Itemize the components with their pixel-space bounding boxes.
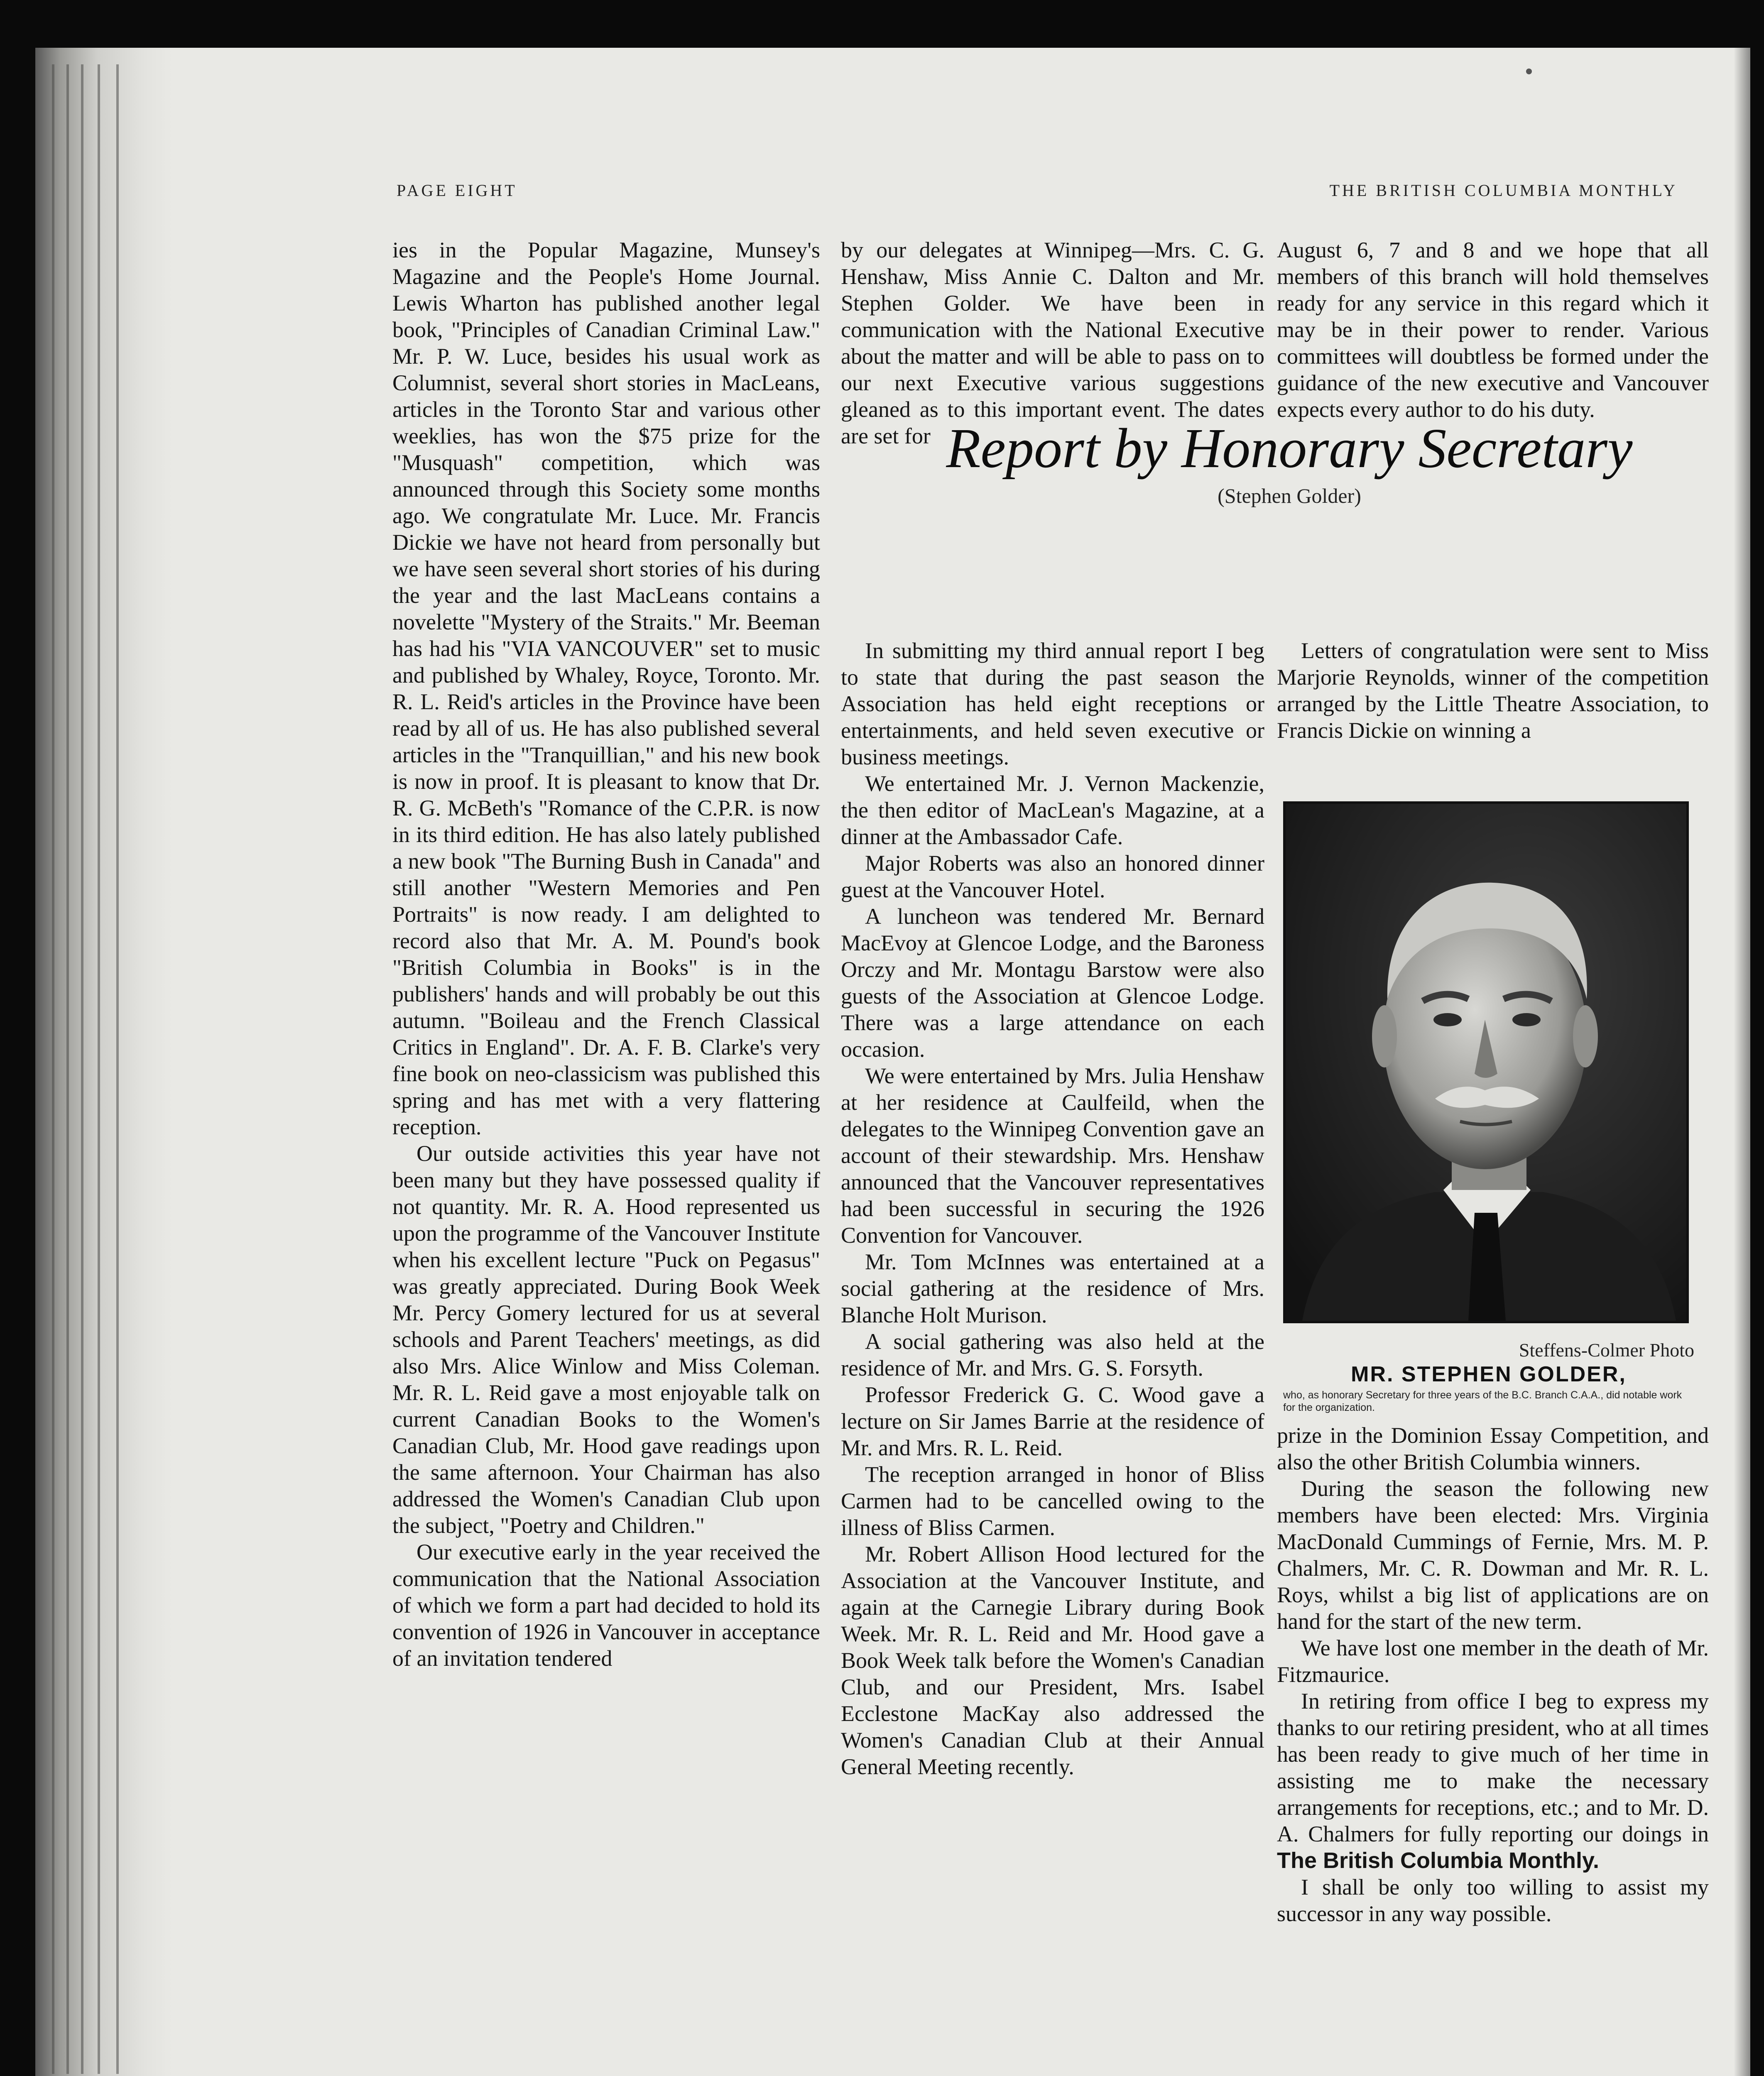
corner-mark xyxy=(1526,69,1532,74)
paragraph: prize in the Dominion Essay Competition, and also the other British Columbia winners. xyxy=(1277,1423,1709,1474)
paragraph xyxy=(1277,1688,1709,1874)
book-gutter xyxy=(35,48,172,2076)
paragraph: Letters of congratulation were sent to Miss Marjorie Reynolds, winner of the competition arranged by the Little Theatre Association, to Francis Dickie on winning a xyxy=(1277,638,1709,743)
paragraph: Our outside activities this year have not been many but they have possessed quality if not quantity. Mr. R. A. Hood represented us upon the programme of the Vancouver Institute when his excellent lecture "Puck on Pegasus" was greatly appreciated. During Book Week Mr. Percy Gomery lectured for us at several schools and Parent Teachers' meetings, as did also Mrs. Alice Winlow and Miss Coleman. Mr. R. L. Reid gave a most enjoyable talk on current Canadian Books to the Women's Canadian Club, Mr. Hood gave readings upon the same afternoon. Your Chairman has also addressed the Women's Canadian Club upon the subject, "Poetry and Children." xyxy=(392,1141,820,1538)
article-title: Report by Honorary Secretary xyxy=(946,417,1633,480)
paragraph: Mr. Robert Allison Hood lectured for the Association at the Vancouver Institute, and again at the Carnegie Library during Book Week. Mr. R. L. Reid and Mr. Hood gave a Book Week talk before the Women's Canadian Club, and our President, Mrs. Isabel Ecclestone MacKay also addressed the Women's Canadian Club at their Annual General Meeting recently. xyxy=(841,1542,1264,1779)
column-3-body xyxy=(1277,1422,1709,1927)
page-edge xyxy=(98,64,100,2074)
paragraph: Professor Frederick G. C. Wood gave a lecture on Sir James Barrie at the residence of Mr. and Mrs. R. L. Reid. xyxy=(841,1382,1264,1460)
paragraph: During the season the following new members have been elected: Mrs. Virginia MacDonald Cummings of Fernie, Mrs. M. P. Chalmers, Mr. C. R. Dowman and Mr. R. L. Roys, whilst a big list of applications are on hand for the start of the new term. xyxy=(1277,1476,1709,1634)
page-edge xyxy=(52,64,54,2074)
book-page xyxy=(35,48,1750,2076)
photo-credit: Steffens-Colmer Photo xyxy=(1519,1339,1694,1361)
paragraph: Our executive early in the year received the communication that the National Association of which we form a part had decided to hold its convention of 1926 in Vancouver in acceptance of an invitation tendered xyxy=(392,1540,820,1671)
photo-caption-text: who, as honorary Secretary for three years of the B.C. Branch C.A.A., did notable work for the organization. xyxy=(1283,1389,1682,1413)
paragraph: We were entertained by Mrs. Julia Henshaw at her residence at Caulfeild, when the delegates to the Winnipeg Convention gave an account of their stewardship. Mrs. Henshaw announced that the Vancouver representatives had been successful in securing the 1926 Convention for Vancouver. xyxy=(841,1063,1264,1248)
magazine-name: The British Columbia Monthly. xyxy=(1277,1848,1599,1873)
column-3-top xyxy=(1277,237,1709,423)
paragraph: August 6, 7 and 8 and we hope that all members of this branch will hold themselves ready for any service in this regard which it may be in their power to render. Various committees will doubtless be formed under the guidance of the new executive and Vancouver expects every author to do his duty. xyxy=(1277,237,1709,422)
paragraph: Mr. Tom McInnes was entertained at a social gathering at the residence of Mrs. Blanche Holt Murison. xyxy=(841,1249,1264,1327)
magazine-page xyxy=(357,118,1709,2076)
photo-caption-name: MR. STEPHEN GOLDER, xyxy=(1351,1362,1627,1386)
paragraph: In submitting my third annual report I beg to state that during the past season the Association has held eight receptions or entertainments, and held seven executive or business meetings. xyxy=(841,638,1264,769)
paragraph: A luncheon was tendered Mr. Bernard MacEvoy at Glencoe Lodge, and the Baroness Orczy and Mr. Montagu Barstow were also guests of the Association at Glencoe Lodge. There was a large attendance on each occasion. xyxy=(841,904,1264,1062)
paragraph: I shall be only too willing to assist my successor in any way possible. xyxy=(1277,1875,1709,1926)
portrait-photo xyxy=(1283,801,1689,1323)
book-right-edge xyxy=(1734,48,1750,2076)
paragraph: We entertained Mr. J. Vernon Mackenzie, the then editor of MacLean's Magazine, at a dinner at the Ambassador Cafe. xyxy=(841,771,1264,849)
closing-text: In retiring from office I beg to express my thanks to our retiring president, who at all times has been ready to give much of her time in assisting me to make the necessary arrangements for receptions, etc.; and to Mr. D. A. Chalmers for fully reporting our doings in xyxy=(1277,1689,1709,1846)
paragraph: The reception arranged in honor of Bliss Carmen had to be cancelled owing to the illness of Bliss Carmen. xyxy=(841,1462,1264,1540)
page-edge xyxy=(81,64,83,2074)
magazine-title-header: THE BRITISH COLUMBIA MONTHLY xyxy=(1329,181,1678,200)
paragraph: We have lost one member in the death of Mr. Fitzmaurice. xyxy=(1277,1635,1709,1687)
paragraph: by our delegates at Winnipeg—Mrs. C. G. Henshaw, Miss Annie C. Dalton and Mr. Stephen Golder. We have been in communication with the National Executive about the matter and will be able to pass on to our next Executive various suggestions gleaned as to this important event. The dates are set for xyxy=(841,237,1264,448)
page-edge xyxy=(66,64,69,2074)
column-3-intro xyxy=(1277,637,1709,744)
column-2-body xyxy=(841,637,1264,1780)
article-byline: (Stephen Golder) xyxy=(1218,484,1361,507)
column-1 xyxy=(392,237,820,1672)
paragraph: ies in the Popular Magazine, Munsey's Magazine and the People's Home Journal. Lewis Wharton has published another legal book, "Principles of Canadian Criminal Law." Mr. P. W. Luce, besides his usual work as Columnist, several short stories in MacLeans, articles in the Toronto Star and various other weeklies, has won the $75 prize for the "Musquash" competition, which was announced through this Society some months ago. We congratulate Mr. Luce. Mr. Francis Dickie we have not heard from personally but we have seen several short stories of his during the year and the last MacLeans contains a novelette "Mystery of the Straits." Mr. Beeman has had his "VIA VANCOUVER" set to music and published by Whaley, Royce, Toronto. Mr. R. L. Reid's articles in the Province have been read by all of us. He has also published several articles in the "Tranquillian," and his new book is now in proof. It is pleasant to know that Dr. R. G. McBeth's "Romance of the C.P.R. is now in its third edition. He has also lately published a new book "The Burning Bush in Canada" and still another "Western Memories and Pen Portraits" is now ready. I am delighted to record also that Mr. A. M. Pound's book "British Columbia in Books" is in the publishers' hands and will probably be out this autumn. "Boileau and the French Classical Critics in England". Dr. A. F. B. Clarke's very fine book on neo-classicism was published this spring and has met with a very flattering reception. xyxy=(392,237,820,1139)
page-edge xyxy=(116,64,119,2074)
paragraph: Major Roberts was also an honored dinner guest at the Vancouver Hotel. xyxy=(841,851,1264,902)
paragraph: A social gathering was also held at the residence of Mr. and Mrs. G. S. Forsyth. xyxy=(841,1329,1264,1381)
page-number-header: PAGE EIGHT xyxy=(397,181,517,200)
